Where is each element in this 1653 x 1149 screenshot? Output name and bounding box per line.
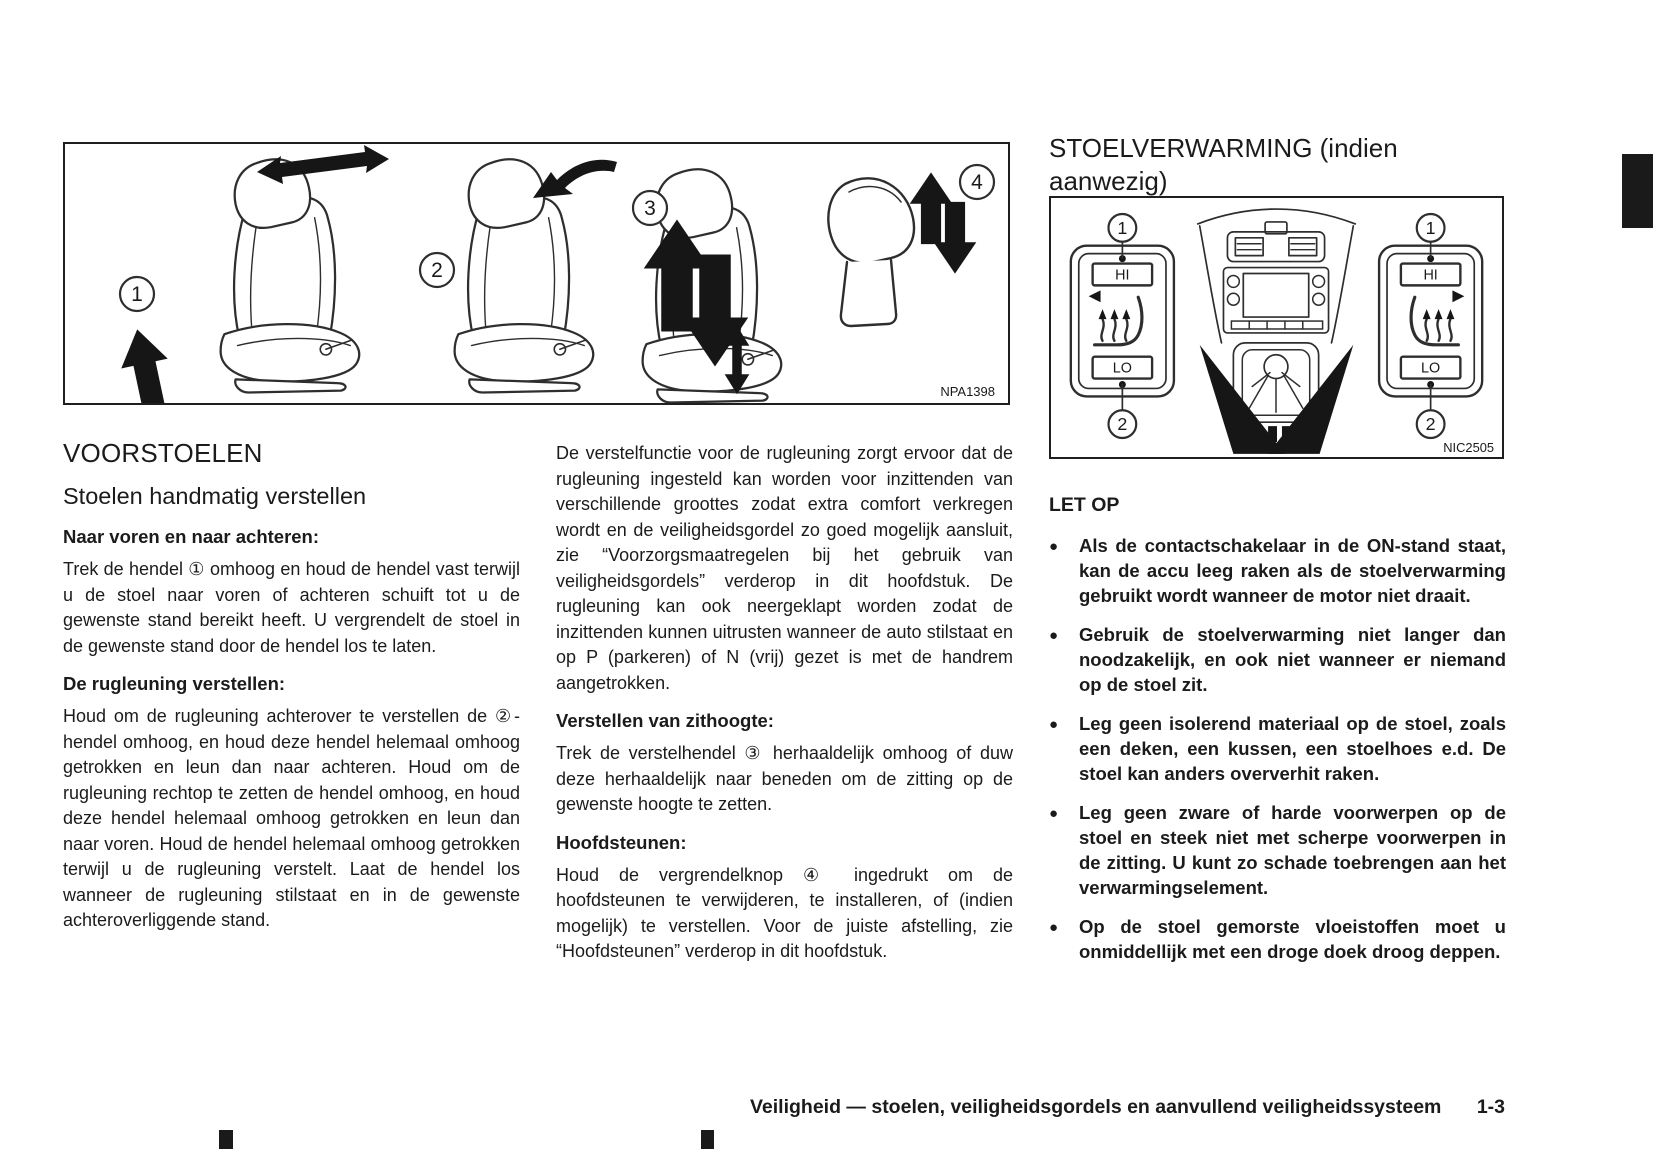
caution-item: ● Gebruik de stoelverwarming niet langer dan noodzakelijk, en ook niet wanneer er niemand op de stoel zit. (1049, 624, 1506, 695)
svg-text:HI: HI (1423, 267, 1438, 284)
seat-heater-illustration (1051, 198, 1502, 457)
right-pointer-wedge (1268, 345, 1353, 454)
bullet-icon: ● (1049, 627, 1059, 644)
svg-text:4: 4 (971, 171, 983, 194)
print-mark (701, 1130, 714, 1149)
recline-arrow-icon (533, 160, 617, 198)
bullet-icon: ● (1049, 805, 1059, 822)
print-mark (219, 1130, 233, 1149)
bullet-icon: ● (1049, 716, 1059, 733)
subsection-heading: Naar voren en naar achteren: (63, 526, 320, 547)
seat-1-illustration (114, 145, 389, 403)
caution-item: ● Leg geen zware of harde voorwerpen op de stoel en steek niet met scherpe voorwerpen in de zitting. U kunt zo schade toebrengen aan het verwarmingselement. (1049, 802, 1506, 898)
body-paragraph: Trek de hendel ① omhoog en houd de hendel vast terwijl u de stoel naar voren of achteren schuift tot u de gewenste stand bereikt heeft. U vergrendelt de stoel in de gewenste stand door de hendel los te laten. (63, 559, 520, 656)
page-footer (750, 1096, 1505, 1119)
seat-2-illustration (420, 159, 617, 392)
left-column (63, 438, 520, 944)
figure-code: NPA1398 (940, 384, 995, 399)
subsection-heading: Hoofdsteunen: (556, 831, 687, 853)
heater-callout-2: 2 (1117, 414, 1128, 435)
seat-3-illustration (633, 169, 781, 402)
bullet-icon: ● (1049, 919, 1059, 936)
body-paragraph: Trek de verstelhendel ③ herhaaldelijk omhoog of duw deze herhaaldelijk naar beneden om de zitting op de gewenste hoogte te zetten. (556, 743, 1013, 814)
seat-lift-arrow-icon (114, 324, 177, 403)
footer-chapter-title: Veiligheid — stoelen, veiligheidsgordels en aanvullend veiligheidssysteem (749, 1096, 1442, 1118)
headrest-illustration (828, 165, 994, 326)
seat-adjustment-illustration (65, 144, 1008, 403)
left-heater-switch (1071, 214, 1174, 438)
page-number: 1-3 (1476, 1096, 1505, 1118)
lo-button-label: LO (1112, 360, 1132, 377)
right-heater-switch (1379, 214, 1482, 438)
svg-text:2: 2 (431, 259, 443, 282)
caution-heading: LET OP (1049, 494, 1120, 516)
svg-text:2: 2 (1425, 414, 1436, 435)
heater-callout-1: 1 (1117, 217, 1128, 238)
subsection-heading: De rugleuning verstellen: (63, 673, 286, 694)
caution-block (1049, 494, 1506, 978)
figure-seat-adjustment (63, 142, 1010, 405)
section-subtitle: Stoelen handmatig verstellen (63, 483, 367, 509)
chapter-tab (1622, 154, 1653, 228)
slide-arrow-icon (257, 145, 389, 184)
figure-code: NIC2505 (1443, 439, 1495, 455)
figure-seat-heater (1049, 196, 1504, 459)
caution-item: ● Leg geen isolerend materiaal op de stoel, zoals een deken, een kussen, een stoelhoes e.d. De stoel kan anders oververhit raken. (1049, 713, 1506, 784)
svg-text:1: 1 (1425, 217, 1436, 238)
caution-item: ● Op de stoel gemorste vloeistoffen moet u onmiddellijk met een droge doek droog deppen. (1049, 916, 1506, 962)
subsection-heading: Verstellen van zithoogte: (556, 710, 774, 731)
middle-column (556, 441, 1013, 975)
body-paragraph: Houd de vergrendelknop ④ ingedrukt om de hoofdsteunen te verwijderen, te installeren, of (indien mogelijk) te verstellen. Voor de juiste afstelling, zie “Hoofdsteunen” verderop in dit hoofdstuk. (556, 864, 1013, 961)
bullet-icon: ● (1049, 538, 1059, 555)
body-paragraph: De verstelfunctie voor de rugleuning zorgt ervoor dat de rugleuning ingesteld kan worden voor inzittenden van verschillende groottes zodat extra comfort verkregen wordt en de veiligheidsgordel zo goed mogelijk aansluit, zie “Voorzorgsmaatregelen bij het gebruik van veiligheidsgordels” verderop in dit hoofdstuk. De rugleuning kan ook neergeklapt worden zodat de inzittenden kunnen uitrusten wanneer de auto stilstaat en op P (parkeren) of N (vrij) gezet is met de handrem aangetrokken. (556, 443, 1013, 693)
hi-button-label: HI (1115, 267, 1130, 284)
caution-item: ● Als de contactschakelaar in de ON-stand staat, kan de accu leeg raken als de stoelverwarming gebruikt wordt wanneer de motor niet draait. (1049, 535, 1506, 606)
svg-text:1: 1 (131, 283, 143, 306)
body-paragraph: Houd om de rugleuning achterover te verstellen de ②-hendel omhoog, en houd deze hendel helemaal omhoog getrokken en leun dan naar achteren. Houd om de rugleuning rechtop te zetten de hendel omhoog, en houd deze hendel helemaal omhoog getrokken en leun dan naar voren. Houd de hendel helemaal omhoog getrokken terwijl u de rugleuning verstelt. Laat de hendel los wanneer de rugleuning stilstaat en in de gewenste achteroverliggende stand. (63, 706, 520, 930)
svg-text:LO: LO (1421, 360, 1441, 377)
section-title: STOELVERWARMING (indien aanwezig) (1049, 133, 1398, 196)
section-title: VOORSTOELEN (63, 438, 263, 468)
svg-text:3: 3 (644, 197, 656, 220)
